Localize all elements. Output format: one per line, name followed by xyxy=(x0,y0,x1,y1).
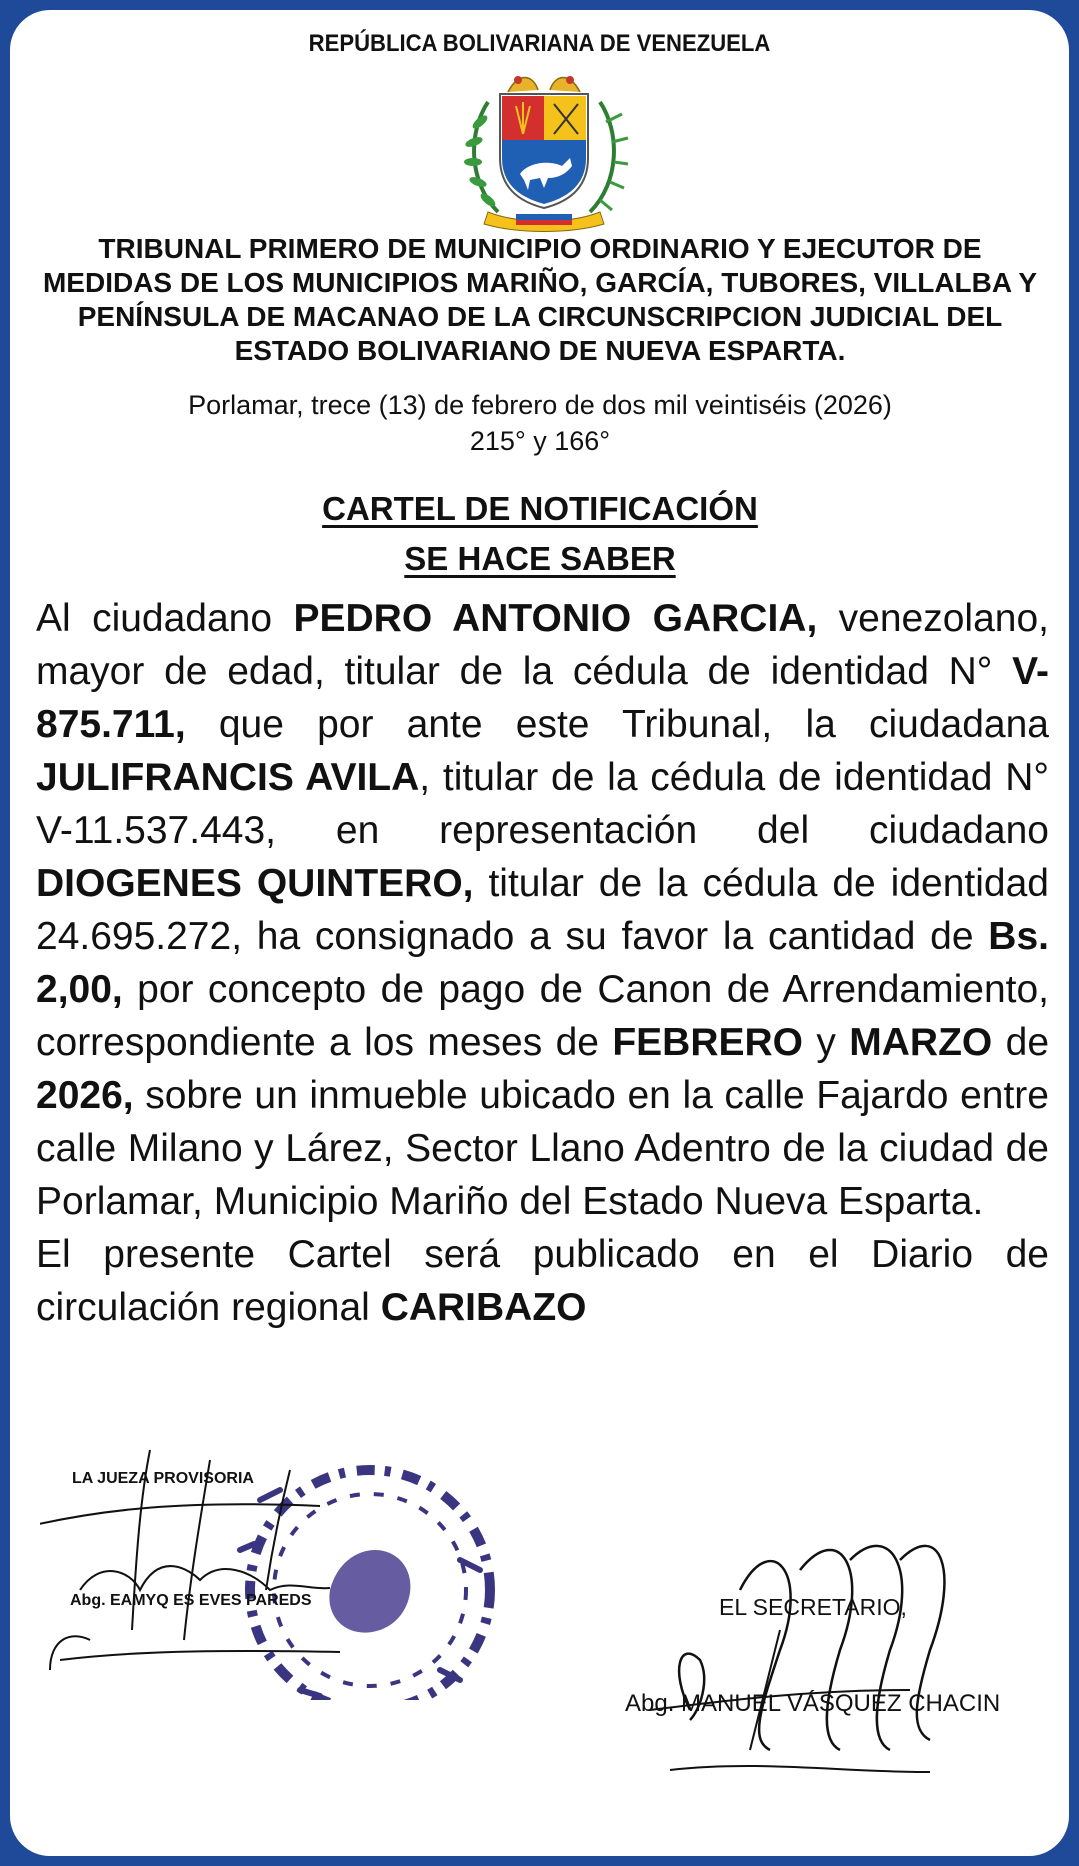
body-text-segment: por concepto de pago de Canon de Arrendamiento, correspondiente a los meses de xyxy=(36,968,1049,1064)
body-text-segment: , titular de la cédula de identidad N° V-11.537.443, en representación del ciudadano xyxy=(36,756,1049,852)
independence-years: 215° y 166° xyxy=(469,426,611,456)
party-name: PEDRO ANTONIO GARCIA, xyxy=(293,597,818,640)
notice-title-line2: SE HACE SABER xyxy=(404,540,676,577)
body-text-segment: Al ciudadano xyxy=(36,597,294,640)
body-paragraph-1 xyxy=(36,592,1049,1228)
body-text-segment: venezolano, mayor de edad, titular de la cédula de identidad N° xyxy=(36,597,1050,693)
notice-title xyxy=(30,484,1050,584)
body-text-segment: El presente Cartel será publicado en el Diario de circulación regional xyxy=(36,1233,1049,1329)
newspaper-name: CARIBAZO xyxy=(380,1286,587,1329)
body-text-segment: de xyxy=(992,1021,1050,1064)
judge-title: LA JUEZA PROVISORIA xyxy=(72,1470,254,1487)
amount: Bs. 2,00, xyxy=(36,915,1049,1011)
month-1: FEBRERO xyxy=(612,1021,804,1064)
notice-title-line1: CARTEL DE NOTIFICACIÓN xyxy=(322,490,758,527)
judge-signature-block xyxy=(40,1440,510,1700)
representative-name: JULIFRANCIS AVILA xyxy=(36,756,420,799)
body-paragraph-2 xyxy=(36,1228,1049,1334)
republic-heading: REPÚBLICA BOLIVARIANA DE VENEZUELA xyxy=(308,30,771,57)
tribunal-heading: TRIBUNAL PRIMERO DE MUNICIPIO ORDINARIO Y EJECUTOR DE MEDIDAS DE LOS MUNICIPIOS MARIÑO, GARCÍA, TUBORES, VILLALBA Y PENÍNSULA DE MACANAO DE LA CIRCUNSCRIPCION JUDICIAL DEL ESTADO BOLIVARIANO DE NUEVA ESPARTA. xyxy=(42,233,1038,366)
year: 2026, xyxy=(36,1074,134,1117)
secretary-title: EL SECRETARIO, xyxy=(719,1594,907,1620)
place-date: Porlamar, trece (13) de febrero de dos mil veintiséis (2026) xyxy=(188,390,892,420)
notice-card xyxy=(10,10,1069,1856)
judge-name: Abg. EAMYQ ES EVES PAREDS xyxy=(70,1592,312,1609)
represented-name: DIOGENES QUINTERO, xyxy=(36,862,474,905)
secretary-name: Abg. MANUEL VÁSQUEZ CHACIN xyxy=(625,1690,1001,1717)
body-text-segment: que por ante este Tribunal, la ciudadana xyxy=(185,703,1049,746)
month-2: MARZO xyxy=(849,1021,993,1064)
secretary-handwritten-signature-icon xyxy=(610,1510,1050,1790)
notice-body xyxy=(36,592,1049,1334)
secretary-signature-block xyxy=(610,1510,1050,1790)
body-text-segment: titular de la cédula de identidad 24.695.272, ha consignado a su favor la cantidad de xyxy=(36,862,1049,958)
body-text-segment: sobre un inmueble ubicado en la calle Fajardo entre calle Milano y Lárez, Sector Llano Adentro de la ciudad de Porlamar, Municipio Mariño del Estado Nueva Esparta. xyxy=(36,1074,1049,1223)
coat-of-arms-icon xyxy=(458,62,630,232)
body-text-segment: y xyxy=(803,1021,850,1064)
party-id: V-875.711, xyxy=(36,650,1049,746)
